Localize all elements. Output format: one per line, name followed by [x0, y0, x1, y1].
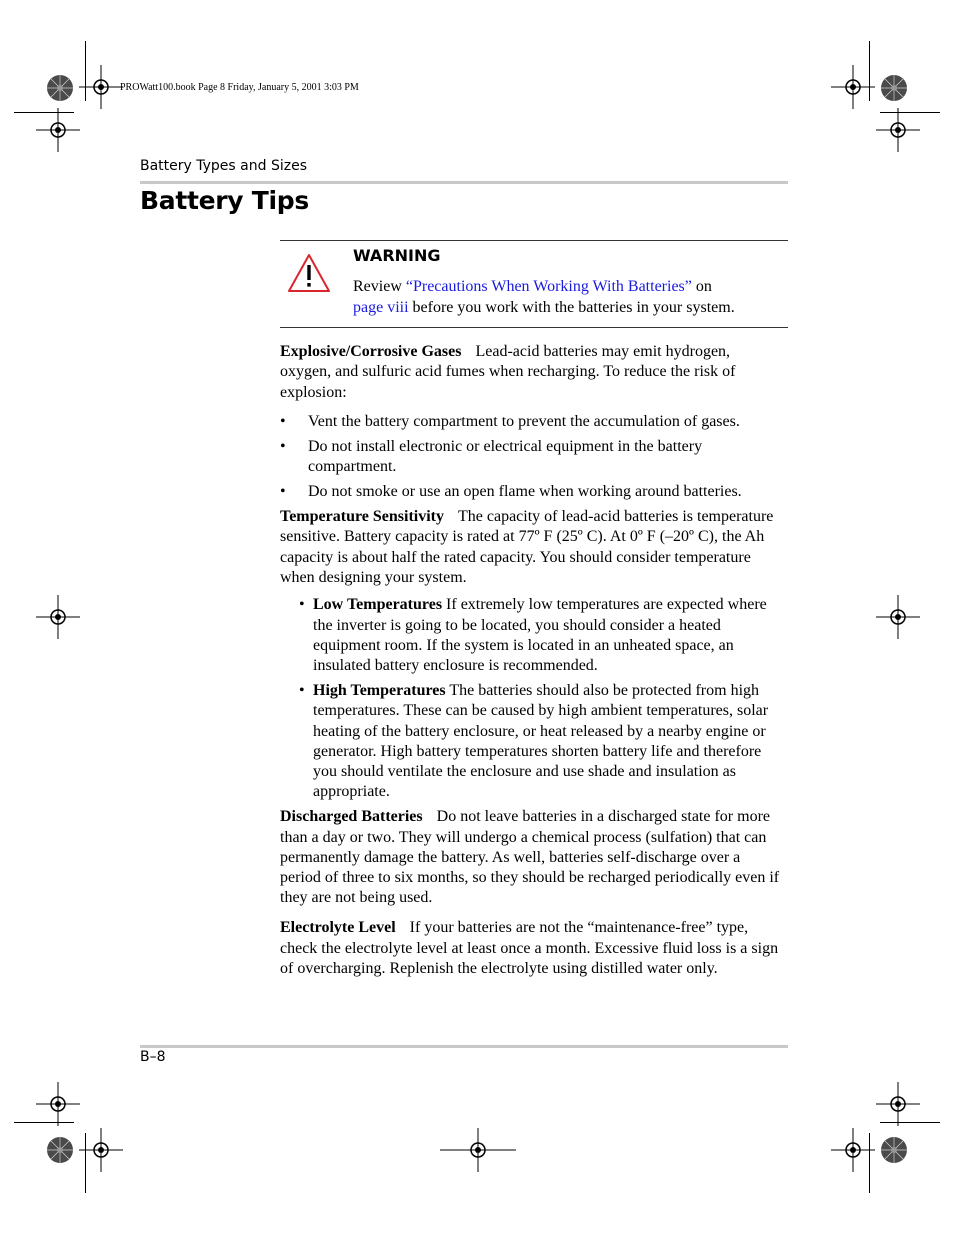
registration-mark-icon [36, 1082, 80, 1126]
electrolyte-paragraph [280, 918, 785, 979]
discharged-paragraph [280, 807, 785, 908]
registration-mark-icon [440, 1128, 516, 1172]
temperature-heading: Temperature Sensitivity [280, 508, 444, 526]
registration-mark-icon [79, 1128, 123, 1172]
list-item: • Vent the battery compartment to prevent the accumulation of gases. [280, 413, 740, 431]
registration-mark-icon [876, 108, 920, 152]
color-target-icon [46, 1136, 74, 1164]
registration-mark-icon [831, 1128, 875, 1172]
electrolyte-heading: Electrolyte Level [280, 919, 396, 937]
color-target-icon [880, 1136, 908, 1164]
explosive-heading: Explosive/Corrosive Gases [280, 343, 462, 360]
registration-mark-icon [36, 595, 80, 639]
body-content [280, 342, 785, 989]
high-temp-label: High Temperatures [313, 681, 446, 699]
page-title: Battery Tips [140, 186, 309, 215]
temperature-text: The capacity of lead-acid batteries is temperature sensitive. Battery capacity is rated at 77º F (25º C). At 0º F (–20º C), the Ah capacity is about half the rated capacity. You should consider temperature when designing your system. [280, 508, 774, 586]
warning-label: WARNING [353, 246, 441, 265]
color-target-icon [46, 74, 74, 102]
low-temp-label: Low Temperatures [313, 596, 443, 614]
registration-mark-icon [36, 108, 80, 152]
header-rule [140, 181, 788, 184]
list-item: • Do not install electronic or electrical equipment in the battery compartment. [280, 438, 703, 476]
registration-mark-icon [876, 1082, 920, 1126]
color-target-icon [880, 74, 908, 102]
explosive-text: Lead-acid batteries may emit hydrogen, oxygen, and sulfuric acid fumes when recharging. To reduce the risk of explosion: [280, 343, 736, 401]
temperature-list [280, 595, 785, 802]
warning-text-mid: on [691, 278, 712, 295]
discharged-heading: Discharged Batteries [280, 808, 423, 826]
discharged-text: Do not leave batteries in a discharged state for more than a day or two. They will undergo a chemical process (sulfation) that can permanently damage the battery. As well, batteries self-discharge over a period of three to six months, so they should be recharged periodically even if they are not being used. [280, 808, 780, 907]
footer-rule [140, 1045, 788, 1048]
warning-text [353, 277, 783, 318]
electrolyte-text: If your batteries are not the “maintenance-free” type, check the electrolyte level at least once a month. Excessive fluid loss is a sign of overcharging. Replenish the electrolyte using distilled water only. [280, 919, 779, 977]
warning-text-before: Review [353, 278, 406, 295]
list-item: • Low Temperatures If extremely low temperatures are expected where the inverter is going to be located, you should consider a heated equipment room. If the system is located in an unheated space, an insulated battery enclosure is recommended. [299, 596, 767, 675]
registration-mark-icon [79, 65, 123, 109]
page-viii-link[interactable]: page viii [353, 298, 409, 316]
running-header: Battery Types and Sizes [140, 158, 307, 174]
list-item: • High Temperatures The batteries should also be protected from high temperatures. These can be caused by high ambient temperatures, solar heating of the battery enclosure, or heat released by a nearby engine or generator. High battery temperatures shorten battery life and therefore you should ventilate the enclosure and use shade and insulation as appropriate. [299, 681, 769, 801]
precautions-link[interactable]: “Precautions When Working With Batteries” [405, 278, 692, 295]
gas-precautions-list [280, 412, 785, 502]
explosive-paragraph [280, 342, 785, 403]
temperature-paragraph [280, 507, 785, 588]
registration-mark-icon [831, 65, 875, 109]
list-item: • Do not smoke or use an open flame when working around batteries. [280, 483, 742, 501]
page-number: B–8 [140, 1049, 166, 1065]
warning-text-after: before you work with the batteries in your system. [408, 298, 735, 316]
print-meta: PROWatt100.book Page 8 Friday, January 5, 2001 3:03 PM [120, 82, 359, 93]
registration-mark-icon [876, 595, 920, 639]
warning-triangle-icon [287, 253, 331, 293]
